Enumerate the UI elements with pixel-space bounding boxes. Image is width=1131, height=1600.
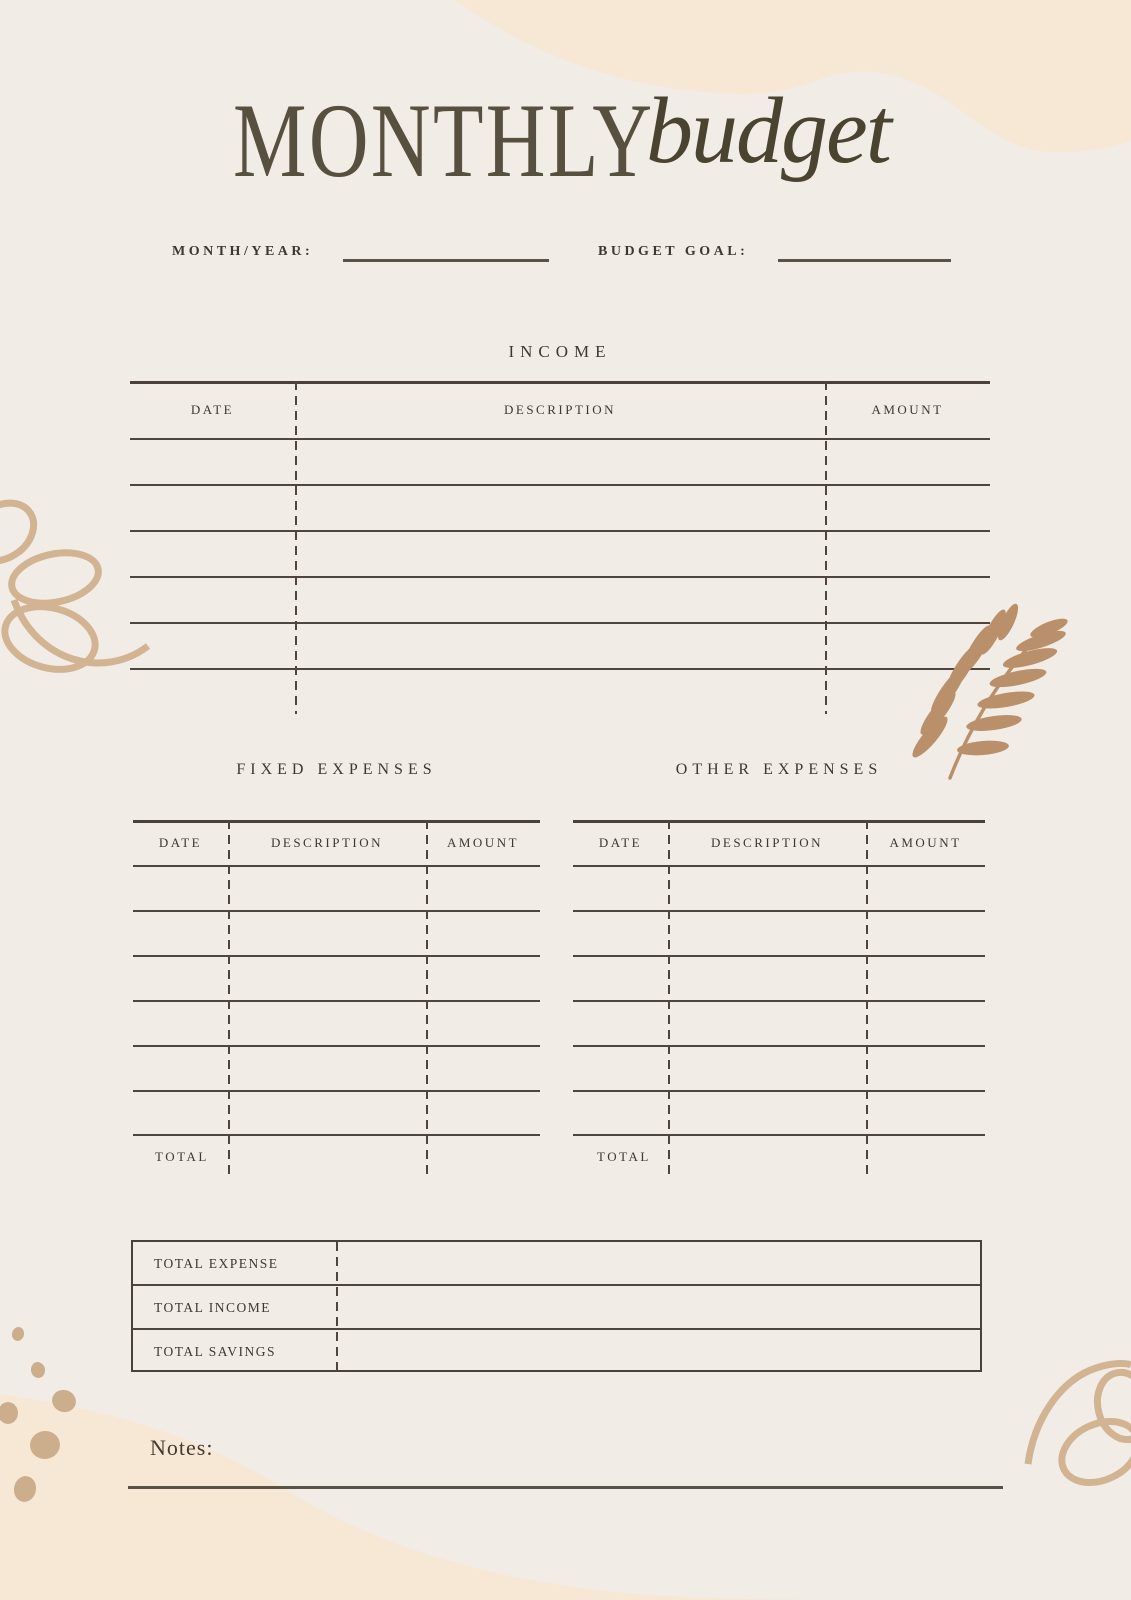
row-line: [573, 1045, 985, 1047]
table-border-top: [130, 381, 990, 384]
page-title-accent: budget: [646, 79, 890, 183]
fixed-expenses-section-title: FIXED EXPENSES: [236, 761, 437, 778]
row-line: [133, 1284, 980, 1286]
row-line: [133, 1045, 540, 1047]
income-table: [130, 381, 990, 714]
column-divider: [336, 1242, 338, 1370]
income-column-header-description: DESCRIPTION: [503, 402, 616, 417]
summary-total-income-label: TOTAL INCOME: [154, 1300, 272, 1315]
row-line: [130, 576, 990, 578]
row-line: [573, 1134, 985, 1136]
income-column-header-date: DATE: [190, 402, 235, 417]
row-line: [130, 668, 990, 670]
fixed-column-header-amount: AMOUNT: [446, 835, 520, 850]
row-line: [130, 622, 990, 624]
income-section-title: INCOME: [508, 342, 612, 361]
row-line: [133, 1090, 540, 1092]
page-title: MONTHLY: [233, 82, 655, 199]
notes-fill-line: [128, 1486, 1003, 1489]
summary-table: [131, 1240, 982, 1372]
summary-total-income-value: [348, 1288, 972, 1328]
budget-goal-label: BUDGET GOAL:: [598, 244, 749, 259]
row-line: [573, 910, 985, 912]
column-divider: [295, 381, 297, 714]
summary-total-savings-label: TOTAL SAVINGS: [154, 1344, 277, 1359]
row-line: [133, 1000, 540, 1002]
other-total-label: TOTAL: [597, 1149, 651, 1164]
column-divider: [825, 381, 827, 714]
month-year-fill-line: [343, 259, 549, 262]
row-line: [133, 1134, 540, 1136]
fixed-column-header-date: DATE: [158, 835, 203, 850]
fixed-total-label: TOTAL: [155, 1149, 209, 1164]
column-divider: [426, 820, 428, 1178]
row-line: [573, 955, 985, 957]
other-column-header-amount: AMOUNT: [889, 835, 962, 850]
budget-goal-fill-line: [778, 259, 951, 262]
summary-total-expense-label: TOTAL EXPENSE: [154, 1256, 279, 1271]
summary-total-expense-value: [348, 1244, 972, 1284]
table-border-top: [573, 820, 985, 823]
income-column-header-amount: AMOUNT: [871, 402, 944, 417]
column-divider: [866, 820, 868, 1178]
row-line: [130, 438, 990, 440]
row-line: [133, 1328, 980, 1330]
other-expenses-section-title: OTHER EXPENSES: [675, 761, 883, 778]
row-line: [573, 1000, 985, 1002]
table-border-top: [133, 820, 540, 823]
column-divider: [228, 820, 230, 1178]
row-line: [133, 865, 540, 867]
column-divider: [668, 820, 670, 1178]
fixed-column-header-description: DESCRIPTION: [270, 835, 383, 850]
other-expenses-table: [573, 820, 985, 1178]
row-line: [573, 865, 985, 867]
row-line: [133, 955, 540, 957]
row-line: [130, 484, 990, 486]
other-column-header-date: DATE: [598, 835, 643, 850]
month-year-label: MONTH/YEAR:: [172, 244, 314, 259]
row-line: [133, 910, 540, 912]
notes-label: Notes:: [150, 1435, 214, 1460]
row-line: [130, 530, 990, 532]
fixed-expenses-table: [133, 820, 540, 1178]
summary-total-savings-value: [348, 1332, 972, 1372]
other-column-header-description: DESCRIPTION: [710, 835, 823, 850]
row-line: [573, 1090, 985, 1092]
